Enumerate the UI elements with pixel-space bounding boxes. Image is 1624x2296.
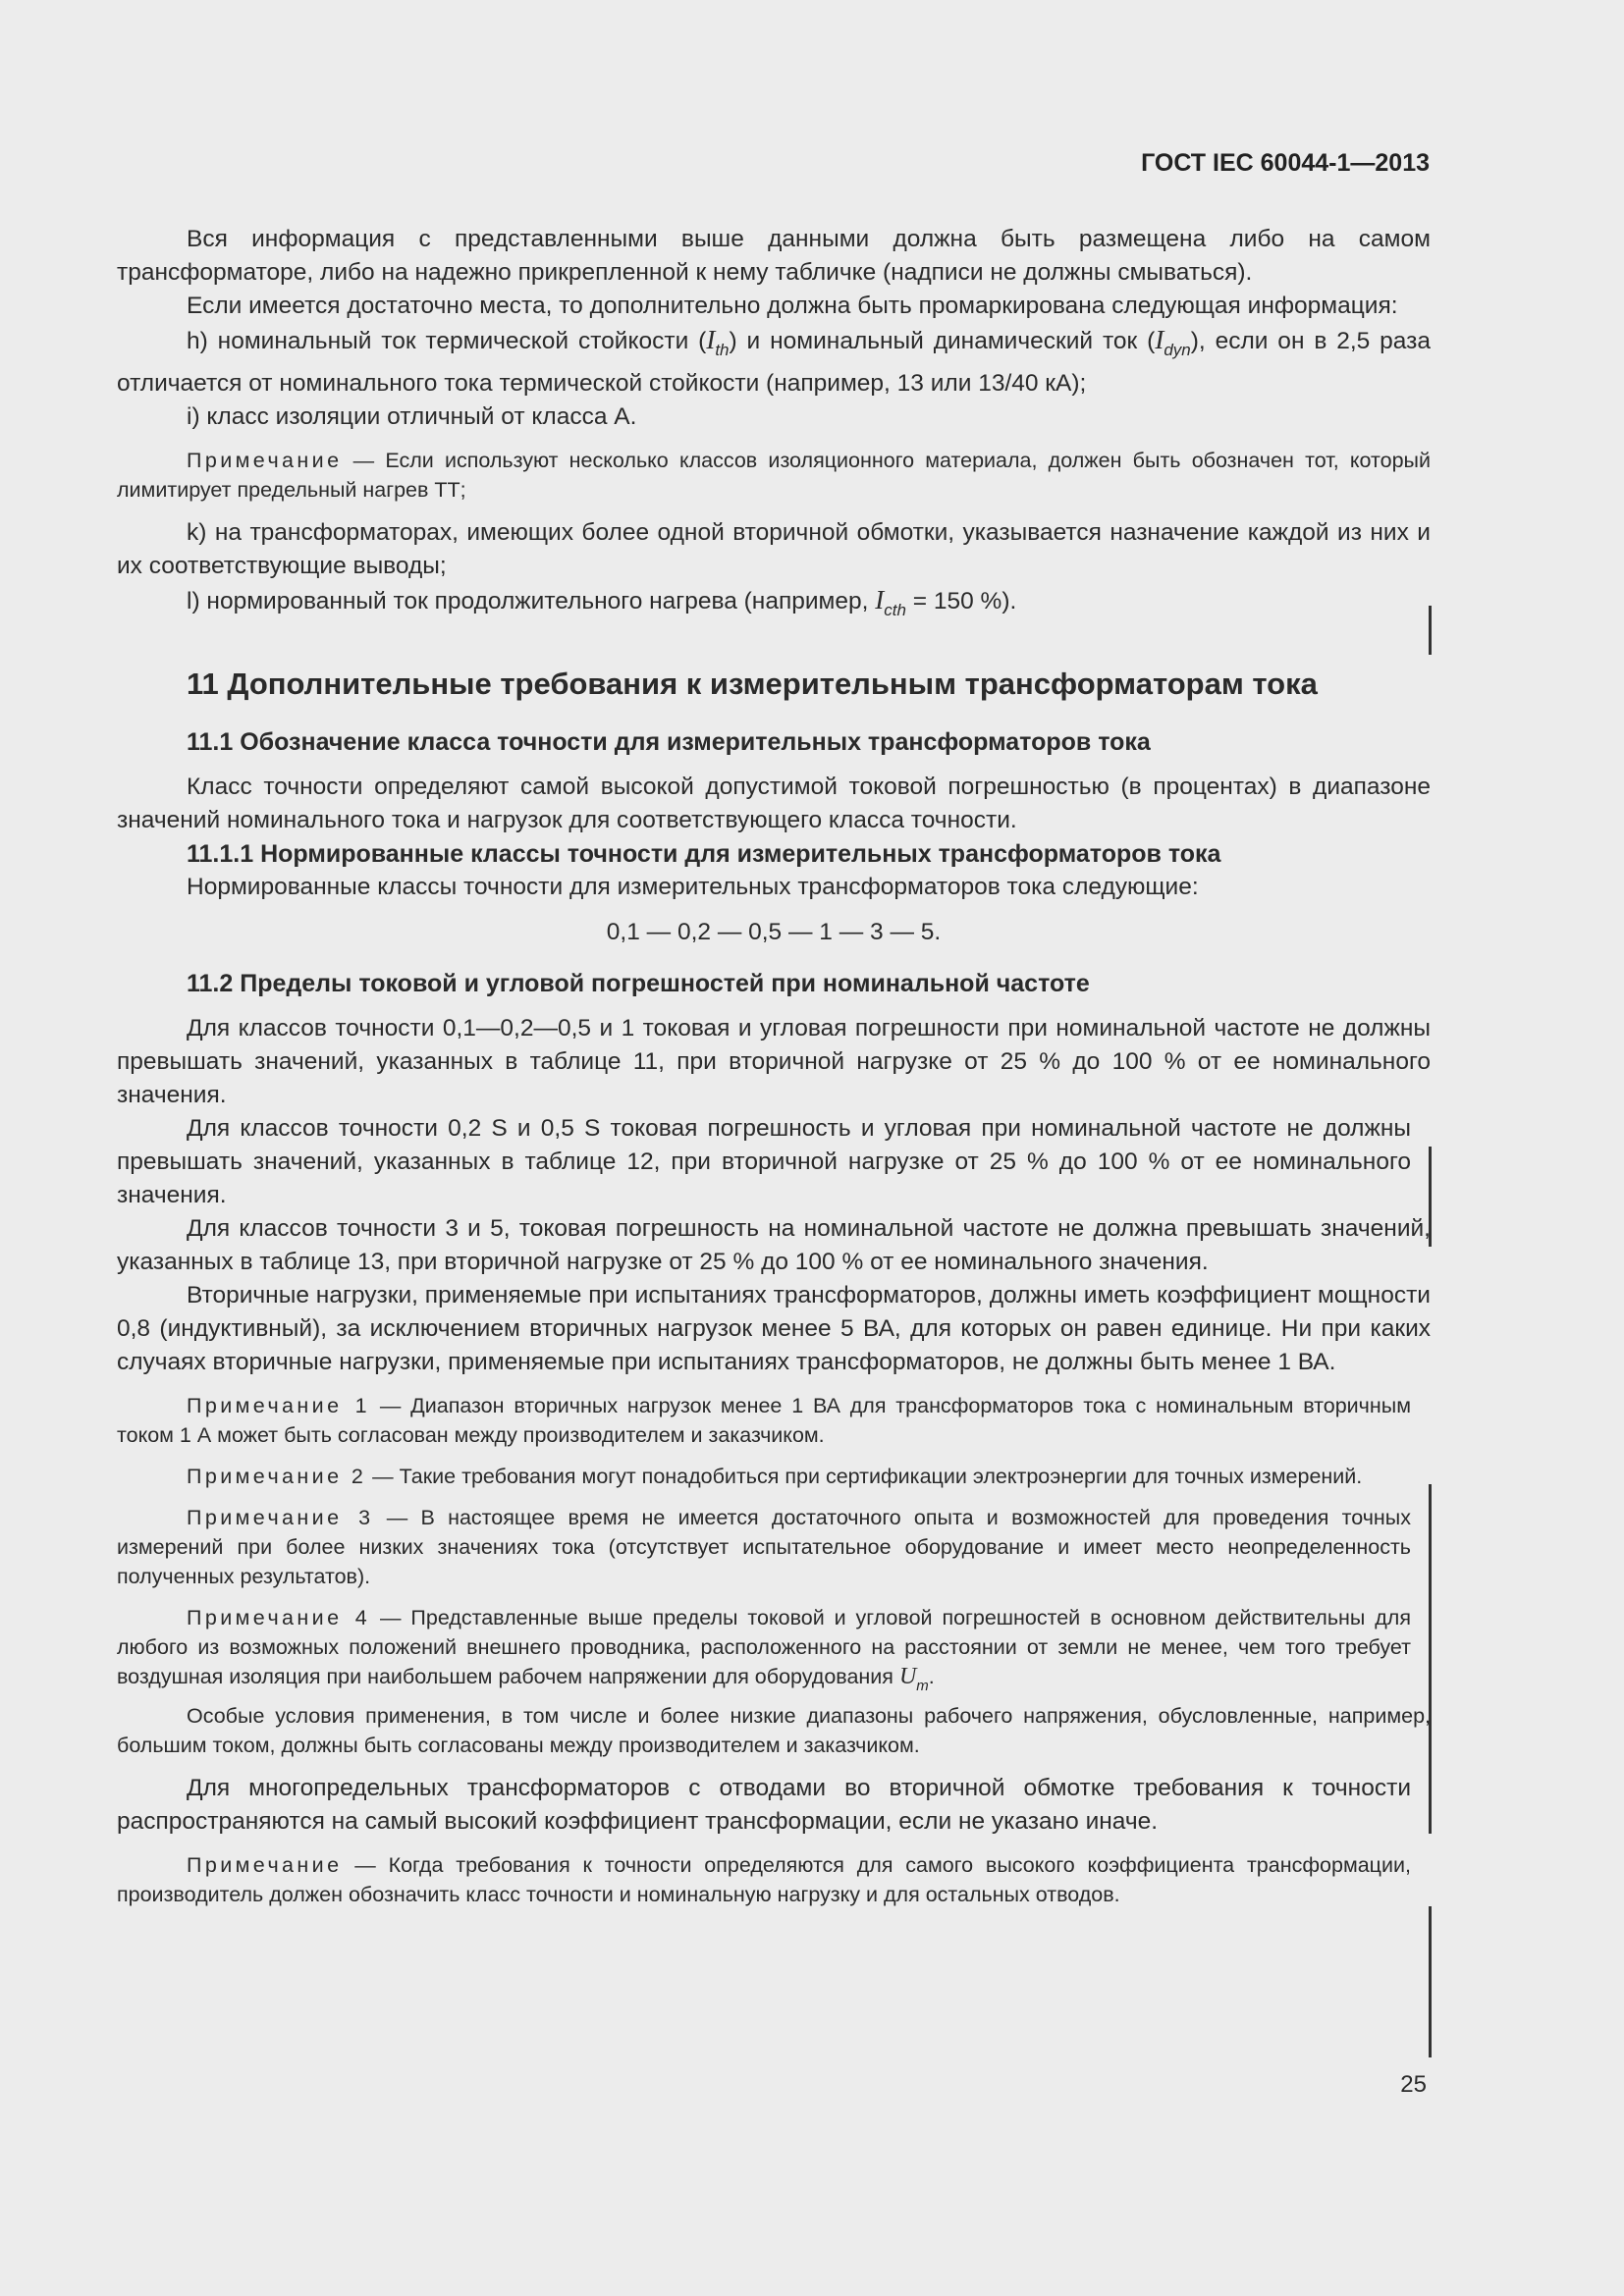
note: Примечание 3 — В настоящее время не имеется достаточного опыта и возможностей для проведения точных измерений при более низких значениях тока (отсутствует испытательное оборудование и имеет место неопределенность полученных результатов).	[117, 1506, 1411, 1588]
note: Примечание 1 — Диапазон вторичных нагрузок менее 1 ВА для трансформаторов тока с номинальным вторичным током 1 А может быть согласован между производителем и заказчиком.	[117, 1394, 1411, 1447]
paragraph: Для классов точности 0,1—0,2—0,5 и 1 токовая и угловая погрешности при номинальной частоте не должны превышать значений, указанных в таблице 11, при вторичной нагрузке от 25 % до 100 % от ее номинального значения.	[117, 1015, 1431, 1108]
note-continuation: Особые условия применения, в том числе и более низкие диапазоны рабочего напряжения, обусловленные, например, большим током, должны быть согласованы между производителем и заказчиком.	[117, 1704, 1431, 1757]
paragraph: Для классов точности 3 и 5, токовая погрешность на номинальной частоте не должна превышать значений, указанных в таблице 13, при вторичной нагрузке от 25 % до 100 % от ее номинального значения.	[117, 1215, 1431, 1275]
paragraph: Нормированные классы точности для измерительных трансформаторов тока следующие:	[187, 874, 1199, 900]
subsection-heading-11-1-1: 11.1.1 Нормированные классы точности для измерительных трансформаторов тока	[187, 840, 1221, 868]
paragraph: Класс точности определяют самой высокой допустимой токовой погрешностью (в процентах) в диапазоне значений номинального тока и нагрузок для соответствующего класса точности.	[117, 774, 1431, 833]
note: Примечание 2 — Такие требования могут понадобиться при сертификации электроэнергии для точных измерений.	[187, 1465, 1363, 1488]
note: Примечание — Когда требования к точности определяются для самого высокого коэффициента трансформации, производитель должен обозначить класс точности и номинальную нагрузку и для остальных отводов.	[117, 1853, 1411, 1906]
list-item-i: i) класс изоляции отличный от класса А.	[187, 403, 637, 430]
page-number: 25	[1400, 2071, 1427, 2098]
note: Примечание 4 — Представленные выше пределы токовой и угловой погрешностей в основном действительны для любого из возможных положений внешнего проводника, расположенного на расстоянии от земли не менее, чем того требует воздушная изоляция при наибольшем рабочем напряжении для оборудования $U_m$.	[117, 1606, 1411, 1694]
note: Примечание — Если используют несколько классов изоляционного материала, должен быть обозначен тот, который лимитирует предельный нагрев ТТ;	[117, 449, 1431, 502]
paragraph: Вся информация с представленными выше данными должна быть размещена либо на самом трансформаторе, либо на надежно прикрепленной к нему табличке (надписи не должны смываться).	[117, 226, 1431, 286]
change-bar	[1429, 1906, 1432, 2057]
paragraph: Для многопредельных трансформаторов с отводами во вторичной обмотке требования к точности распространяются на самый высокий коэффициент трансформации, если не указано иначе.	[117, 1775, 1411, 1835]
section-heading-11: 11 Дополнительные требования к измерительным трансформаторам тока	[187, 667, 1318, 701]
subsection-heading-11-2: 11.2 Пределы токовой и угловой погрешностей при номинальной частоте	[187, 970, 1090, 997]
list-item-k: k) на трансформаторах, имеющих более одной вторичной обмотки, указывается назначение каждой из них и их соответствующие выводы;	[117, 519, 1431, 579]
paragraph: Если имеется достаточно места, то дополнительно должна быть промаркирована следующая информация:	[187, 293, 1398, 319]
paragraph: Вторичные нагрузки, применяемые при испытаниях трансформаторов, должны иметь коэффициент мощности 0,8 (индуктивный), за исключением вторичных нагрузок менее 5 ВА, для которых он равен единице. Ни при каких случаях вторичные нагрузки, применяемые при испытаниях трансформаторов, не должны быть менее 1 ВА.	[117, 1282, 1431, 1375]
accuracy-classes: 0,1 — 0,2 — 0,5 — 1 — 3 — 5.	[606, 919, 942, 945]
list-item-h: h) номинальный ток термической стойкости $(I_{th})$ и номинальный динамический ток $(I_{dyn})$, если он в 2,5 раза отличается от номинального тока термической стойкости (например, 13 или 13/40 кА);	[117, 325, 1432, 397]
paragraph: Для классов точности 0,2 S и 0,5 S токовая погрешность и угловая при номинальной частоте не должны превышать значений, указанных в таблице 12, при вторичной нагрузке от 25 % до 100 % от ее номинального значения.	[117, 1115, 1411, 1208]
document-body	[117, 223, 1431, 1921]
list-item-l: l) нормированный ток продолжительного нагрева (например, $I_{cth} = 150$ %).	[187, 585, 1017, 619]
document-code: ГОСТ IEC 60044-1—2013	[1141, 149, 1430, 177]
subsection-heading-11-1: 11.1 Обозначение класса точности для измерительных трансформаторов тока	[187, 728, 1151, 756]
